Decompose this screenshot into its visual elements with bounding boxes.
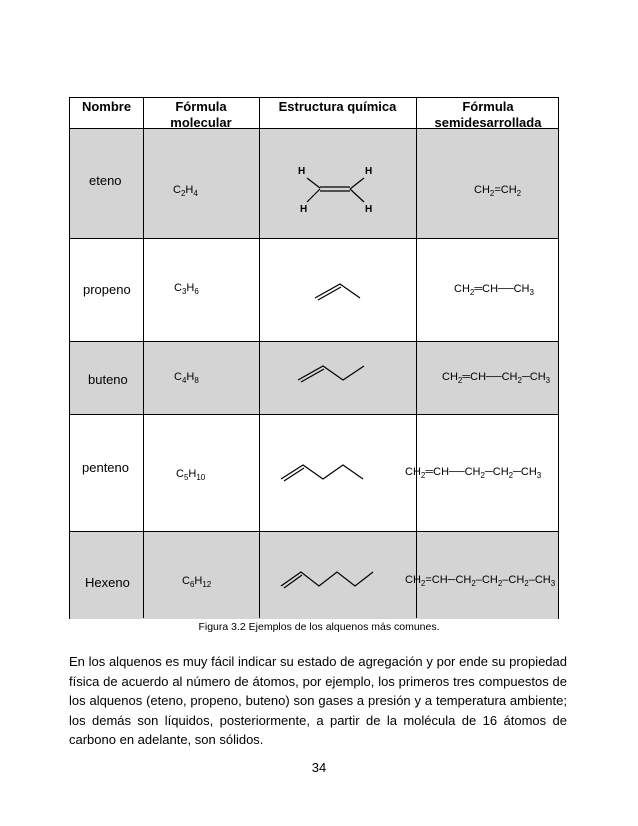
semi-formula-buteno: $CH_2═CH──CH_2─CH_3$ <box>442 371 551 385</box>
name-hexeno: Hexeno <box>85 575 130 590</box>
header-semidesarrollada: Fórmula semidesarrollada <box>434 99 542 130</box>
semi-formula-hexeno: $CH_2=CH─CH_2-CH_2-CH_2-CH_3$ <box>405 574 556 588</box>
figure-caption: Figura 3.2 Ejemplos de los alquenos más comunes. <box>198 621 440 633</box>
name-eteno: eteno <box>89 173 122 188</box>
svg-text:H: H <box>298 166 306 177</box>
row-divider <box>70 414 558 415</box>
molecular-formula-hexeno: $C_6H_{12}$ <box>182 575 212 589</box>
structure-hexeno <box>279 566 379 590</box>
row-divider <box>70 238 558 239</box>
structure-penteno <box>279 459 369 483</box>
col-divider <box>259 98 260 618</box>
alkenes-table <box>69 97 559 619</box>
name-buteno: buteno <box>88 372 128 387</box>
semi-formula-propeno: $CH_2═CH──CH_3$ <box>454 283 534 297</box>
structure-eteno <box>280 158 390 218</box>
semi-formula-eteno: $CH_2=CH_2$ <box>474 184 522 198</box>
header-nombre: Nombre <box>81 99 132 114</box>
molecular-formula-propeno: $C_3H_6$ <box>174 282 199 296</box>
name-penteno: penteno <box>82 460 129 475</box>
svg-text:H: H <box>365 204 373 215</box>
svg-text:H: H <box>365 166 373 177</box>
row-divider <box>70 341 558 342</box>
header-formula-molecular: Fórmula molecular <box>170 99 232 130</box>
page-number: 34 <box>311 760 327 775</box>
row-divider <box>70 531 558 532</box>
semi-formula-penteno: $CH_2═CH──CH_2─CH_2─CH_3$ <box>405 466 542 480</box>
structure-buteno <box>296 360 366 384</box>
name-propeno: propeno <box>83 282 131 297</box>
col-divider <box>143 98 144 618</box>
body-paragraph: En los alquenos es muy fácil indicar su estado de agregación y por ende su propiedad física de acuerdo al número de átomos, por ejemplo, los primeros tres compuestos de los alquenos (eteno, propeno, buteno) son gases a presión y a temperatura ambiente; los demás son líquidos, posteriormente, a partir de la molécula de 16 átomos de carbono en adelante, son sólidos. <box>69 654 567 747</box>
structure-propeno <box>313 278 363 302</box>
molecular-formula-eteno: $C_2H_4$ <box>173 184 198 198</box>
col-divider <box>416 98 417 618</box>
svg-text:H: H <box>300 204 308 215</box>
molecular-formula-buteno: $C_4H_8$ <box>174 371 199 385</box>
molecular-formula-penteno: $C_5H_{10}$ <box>176 468 206 482</box>
header-estructura: Estructura química <box>278 99 397 114</box>
